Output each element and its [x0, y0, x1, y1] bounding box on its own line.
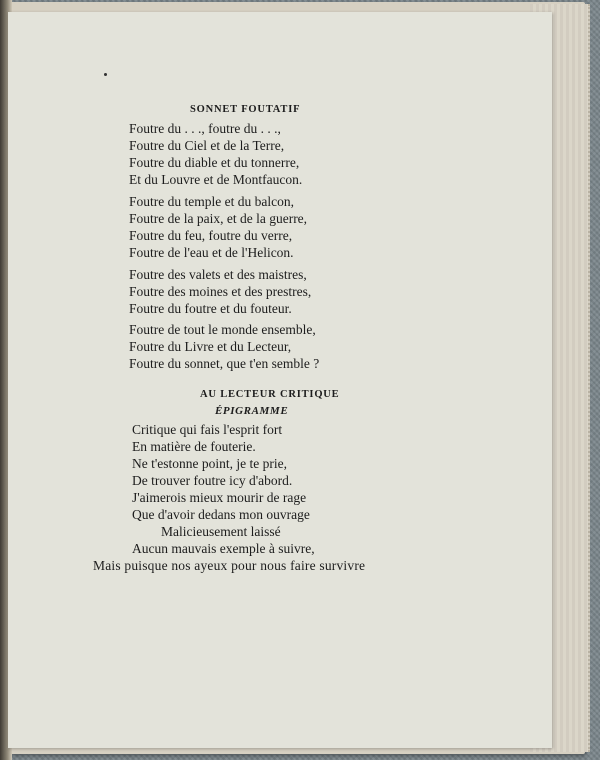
- verse-line: Foutre du Ciel et de la Terre,: [129, 138, 285, 153]
- sonnet-stanza-1: [129, 120, 302, 188]
- verse-line: Foutre de l'eau et de l'Helicon.: [129, 245, 294, 260]
- verse-line: Foutre du . . ., foutre du . . .,: [129, 121, 281, 136]
- verse-line: Foutre des moines et des prestres,: [129, 284, 312, 299]
- verse-line: Foutre de la paix, et de la guerre,: [129, 211, 308, 226]
- epigram-line: Ne t'estonne point, je te prie,: [132, 456, 288, 471]
- verse-line: Foutre du sonnet, que t'en semble ?: [129, 356, 320, 371]
- epigram-subtitle: ÉPIGRAMME: [215, 405, 289, 417]
- epigram-line: De trouver foutre icy d'abord.: [132, 473, 293, 488]
- book-page: [8, 12, 552, 748]
- epigram-line: Que d'avoir dedans mon ouvrage: [132, 507, 310, 522]
- epigram-title: AU LECTEUR CRITIQUE: [200, 389, 340, 400]
- sonnet-stanza-2: [129, 193, 307, 261]
- verse-line: Foutre du Livre et du Lecteur,: [129, 339, 292, 354]
- epigram-line: Aucun mauvais exemple à suivre,: [132, 541, 315, 556]
- verse-line: Foutre du foutre et du fouteur.: [129, 301, 292, 316]
- paper-speck: [104, 73, 107, 76]
- epigram-line: En matière de fouterie.: [132, 439, 256, 454]
- sonnet-stanza-3: [129, 266, 311, 317]
- epigram-line: Mais puisque nos ayeux pour nous faire survivre: [93, 558, 366, 573]
- verse-line: Foutre du diable et du tonnerre,: [129, 155, 300, 170]
- verse-line: Foutre de tout le monde ensemble,: [129, 322, 316, 337]
- sonnet-title: SONNET FOUTATIF: [190, 104, 301, 115]
- verse-line: Foutre du temple et du balcon,: [129, 194, 294, 209]
- verse-line: Et du Louvre et de Montfaucon.: [129, 172, 303, 187]
- epigram-line: Critique qui fais l'esprit fort: [132, 422, 283, 437]
- verse-line: Foutre des valets et des maistres,: [129, 267, 307, 282]
- verse-line: Foutre du feu, foutre du verre,: [129, 228, 293, 243]
- sonnet-stanza-4: [129, 321, 319, 372]
- epigram-line: Malicieusement laissé: [161, 524, 281, 539]
- epigram-line: J'aimerois mieux mourir de rage: [132, 490, 307, 505]
